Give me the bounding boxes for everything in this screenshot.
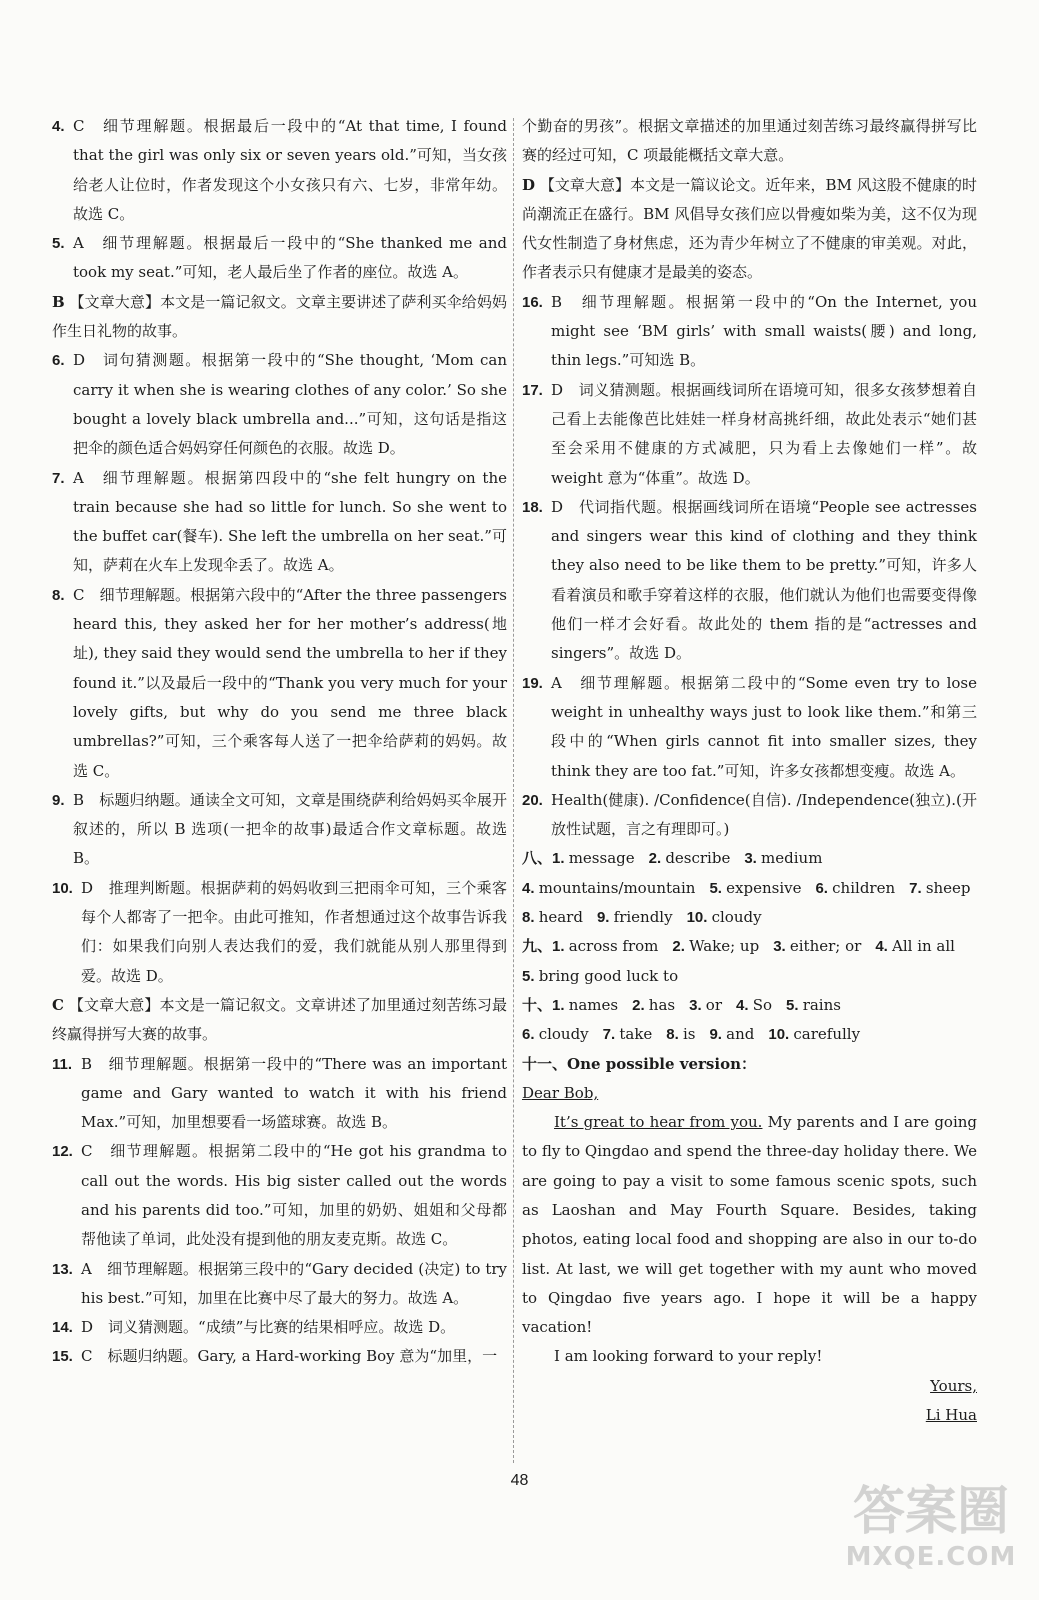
passage-letter: B — [52, 292, 65, 311]
fill-answer: 2. Wake; up — [672, 937, 760, 956]
answer-item — [522, 112, 977, 171]
question-number: 19. — [522, 674, 543, 692]
fill-answer: 9. friendly — [596, 908, 673, 927]
fill-answer: 1. names — [552, 995, 619, 1014]
answer-text: Health(健康). /Confidence(自信). /Independence(独立).(开放性试题，言之有理即可。) — [551, 790, 977, 839]
answer-text: A 细节理解题。根据第四段中的“she felt hungry on the train because she had so little for lunch. So she went to the buffet car(餐车). She left the umbrella on her seat.”可知，萨莉在火车上发现伞丢了。故选 A。 — [73, 468, 507, 575]
answer-text: A 细节理解题。根据第二段中的“Some even try to lose weight in unhealthy ways just to look like them.”和第三段中的“When girls cannot fit into smaller sizes, they think they are too fat.”可知，许多女孩都想变瘦。故选 A。 — [551, 673, 977, 780]
answer-text: C 细节理解题。根据最后一段中的“At that time, I found that the girl was only six or seven years old.”可知，当女孩给老人让位时，作者发现这个小女孩只有六、七岁，非常年幼。故选 C。 — [73, 117, 507, 223]
fill-answer: 3. or — [689, 995, 722, 1014]
answer-item — [52, 1313, 507, 1342]
right-column — [522, 112, 977, 1430]
letter-greeting: Dear Bob, — [522, 1083, 599, 1102]
answer-text: 【文章大意】本文是一篇议论文。近年来，BM 风这股不健康的时尚潮流正在盛行。BM 风倡导女孩们应以骨瘦如柴为美，这不仅为现代女性制造了身材焦虑，还为青少年树立了不健康的审美观。对此，作者表示只有健康才是最美的姿态。 — [522, 175, 977, 282]
fill-answer: 1. message — [552, 849, 635, 868]
answer-text: B 细节理解题。根据第一段中的“On the Internet, you might see ‘BM girls’ with small waists(腰) and long, thin legs.”可知选 B。 — [551, 292, 977, 370]
answer-text: D 推理判断题。根据萨莉的妈妈收到三把雨伞可知，三个乘客每个人都寄了一把伞。由此可推知，作者想通过这个故事告诉我们：如果我们向别人表达我们的爱，我们就能从别人那里得到爱。故选 D。 — [81, 878, 507, 985]
fill-answer: 10. carefully — [768, 1025, 861, 1044]
answer-text: D 词义猜测题。“成绩”与比赛的结果相呼应。故选 D。 — [81, 1318, 456, 1337]
answer-text: A 细节理解题。根据最后一段中的“She thanked me and took my seat.”可知，老人最后坐了作者的座位。故选 A。 — [73, 234, 507, 282]
section-11-heading: 十一、One possible version： — [522, 1054, 756, 1073]
answer-text: B 细节理解题。根据第一段中的“There was an important game and Gary wanted to watch it with his friend Max.”可知，加里想要看一场篮球赛。故选 B。 — [81, 1054, 507, 1132]
question-number: 9. — [52, 791, 65, 809]
question-number: 4. — [52, 118, 65, 135]
letter-signature: Li Hua — [925, 1406, 977, 1425]
answer-text: 【文章大意】本文是一篇记叙文。文章讲述了加里通过刻苦练习最终赢得拼写大赛的故事。 — [52, 995, 507, 1044]
answer-row — [522, 962, 977, 991]
fill-answer: 9. and — [709, 1025, 755, 1044]
letter-closing-paragraph: I am looking forward to your reply! — [554, 1347, 823, 1366]
answer-item — [52, 786, 507, 874]
answer-text: 个勤奋的男孩”。根据文章描述的加里通过刻苦练习最终赢得拼写比赛的经过可知，C 项最能概括文章大意。 — [522, 117, 977, 165]
fill-answer: 3. medium — [744, 849, 823, 868]
question-number: 7. — [52, 469, 65, 487]
letter-opening-sentence: It’s great to hear from you. — [554, 1113, 763, 1132]
fill-answer: 1. across from — [552, 937, 659, 956]
fill-answer: 6. cloudy — [522, 1025, 589, 1044]
section-10 — [522, 991, 977, 1050]
answer-row — [522, 903, 977, 932]
question-number: 6. — [52, 352, 65, 370]
question-number: 16. — [522, 293, 543, 311]
answer-text: D 代词指代题。根据画线词所在语境“People see actresses and singers wear this kind of clothing and they think they also need to be like them to be pretty.”可知，许多人看着演员和歌手穿着这样的衣服，他们就认为他们也需要变得像他们一样才会好看。故此处的 them 指的是“actresses and singers”。故选 D。 — [551, 497, 977, 663]
answer-item — [522, 376, 977, 493]
section-label: 十、 — [522, 995, 553, 1014]
answer-row — [522, 991, 977, 1020]
answer-item — [522, 288, 977, 376]
fill-answer: 5. bring good luck to — [522, 966, 679, 985]
answer-item — [522, 669, 977, 786]
fill-answer: 2. has — [632, 995, 676, 1014]
answer-item — [52, 1050, 507, 1138]
answer-item — [522, 493, 977, 669]
fill-answer: 4. All in all — [875, 937, 955, 956]
answer-row — [522, 932, 977, 961]
passage-letter: D — [522, 175, 536, 194]
fill-answer: 5. rains — [786, 995, 841, 1014]
answer-text: B 标题归纳题。通读全文可知，文章是围绕萨利给妈妈买伞展开叙述的，所以 B 选项(一把伞的故事)最适合作文章标题。故选 B。 — [73, 790, 507, 868]
section-label: 九、 — [522, 937, 553, 956]
question-number: 17. — [522, 381, 543, 399]
question-number: 5. — [52, 235, 65, 253]
answer-item — [522, 786, 977, 845]
answer-item — [52, 1342, 507, 1371]
passage-summary — [522, 171, 977, 288]
question-number: 14. — [52, 1319, 73, 1337]
fill-answer: 7. sheep — [909, 878, 971, 897]
answer-item — [52, 464, 507, 581]
right-answer-list — [522, 112, 977, 844]
fill-answer: 8. heard — [522, 908, 583, 927]
fill-answer: 8. is — [666, 1025, 696, 1044]
section-11-letter — [522, 1050, 977, 1431]
watermark-logo: 答案圈 MXQE.COM — [845, 1482, 1017, 1572]
answer-item — [52, 346, 507, 463]
answer-text: D 词句猜测题。根据第一段中的“She thought, ‘Mom can carry it when she is wearing clothes of any color.’ So she bought a lovely black umbrella and...”可知，这句话是指这把伞的颜色适合妈妈穿任何颜色的衣服。故选 D。 — [73, 351, 507, 458]
answer-item — [52, 1255, 507, 1314]
answer-text: 【文章大意】本文是一篇记叙文。文章主要讲述了萨利买伞给妈妈作生日礼物的故事。 — [52, 292, 507, 341]
answer-item — [52, 1137, 507, 1254]
fill-answer: 2. describe — [648, 849, 731, 868]
page-number: 48 — [510, 1472, 529, 1489]
passage-letter: C — [52, 995, 64, 1014]
answer-text: C 标题归纳题。Gary, a Hard-working Boy 意为“加里，一 — [81, 1347, 498, 1366]
fill-answer: 3. either; or — [773, 937, 862, 956]
section-8 — [522, 844, 977, 932]
question-number: 13. — [52, 1260, 73, 1278]
answer-row — [522, 844, 977, 873]
question-number: 8. — [52, 586, 65, 604]
answer-item — [52, 581, 507, 786]
question-number: 12. — [52, 1143, 73, 1161]
column-divider — [513, 118, 514, 1463]
question-number: 20. — [522, 791, 543, 809]
answer-text: D 词义猜测题。根据画线词所在语境可知，很多女孩梦想着自己看上去能像芭比娃娃一样身材高挑纤细，故此处表示“她们甚至会采用不健康的方式减肥，只为看上去像她们一样”。故 weight 意为“体重”。故选 D。 — [551, 380, 977, 487]
answer-item — [52, 229, 507, 288]
fill-answer: 6. children — [815, 878, 896, 897]
section-9 — [522, 932, 977, 991]
section-label: 八、 — [522, 849, 553, 868]
fill-answer: 4. mountains/mountain — [522, 878, 696, 897]
fill-answer: 4. So — [736, 995, 772, 1014]
passage-summary — [52, 991, 507, 1050]
answer-text: A 细节理解题。根据第三段中的“Gary decided (决定) to try his best.”可知，加里在比赛中尽了最大的努力。故选 A。 — [81, 1259, 507, 1307]
letter-body-paragraph: It’s great to hear from you. My parents and I are going to fly to Qingdao and spend the three-day holiday there. We are going to pay a visit to some famous scenic spots, such as Laoshan and May Fourth Square. Besides, taking photos, eating local food and shopping are also in our to-do list. At last, we will get together with my aunt who moved to Qingdao five years ago. I hope it will be a happy vacation! — [522, 1113, 978, 1337]
left-column — [52, 112, 507, 1372]
fill-answer: 10. cloudy — [686, 908, 762, 927]
fill-answer: 7. take — [602, 1025, 653, 1044]
question-number: 11. — [52, 1055, 73, 1073]
answer-item — [52, 874, 507, 991]
answer-item — [52, 112, 507, 229]
answer-row — [522, 874, 977, 903]
passage-summary — [52, 288, 507, 347]
answer-text: C 细节理解题。根据第六段中的“After the three passengers heard this, they asked her for her mother’s address(地址), they said they would send the umbrella to her if they found it.”以及最后一段中的“Thank you very much for your lovely gifts, but why do you send me three black umbrellas?”可知，三个乘客每人送了一把伞给萨莉的妈妈。故选 C。 — [73, 585, 507, 780]
answer-text: C 细节理解题。根据第二段中的“He got his grandma to call out the words. His big sister called out the words and his parents did too.”可知，加里的奶奶、姐姐和父母都帮他读了单词，此处没有提到他的朋友麦克斯。故选 C。 — [81, 1142, 507, 1249]
letter-closing: Yours, — [930, 1376, 977, 1395]
question-number: 18. — [522, 498, 543, 516]
answer-row — [522, 1020, 977, 1049]
question-number: 15. — [52, 1348, 73, 1366]
question-number: 10. — [52, 879, 73, 897]
fill-answer: 5. expensive — [709, 878, 802, 897]
